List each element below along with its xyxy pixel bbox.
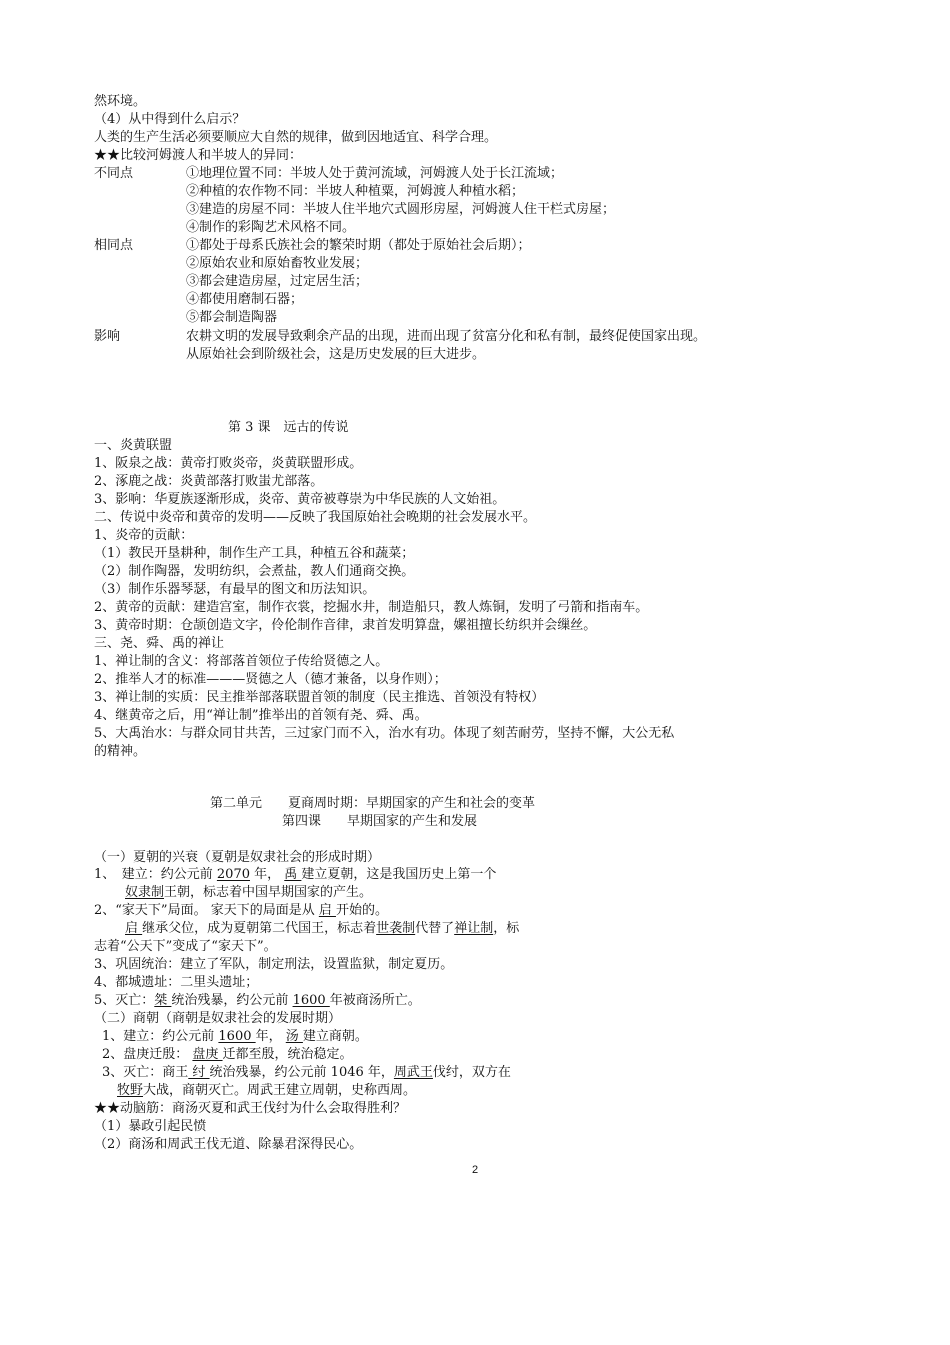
page-number: 2 [471, 1164, 479, 1176]
section-heading: （一）夏朝的兴衰（夏朝是奴隶社会的形成时期） [94, 850, 381, 865]
compare-same-item: ⑤都会制造陶器 [186, 310, 278, 325]
compare-same-item: ①都处于母系氏族社会的繁荣时期（都处于原始社会后期）； [186, 238, 531, 253]
fill-blank: 禹 [284, 867, 302, 882]
compare-diff-label: 不同点 [94, 166, 134, 181]
lesson-title: 第 3 课 远古的传说 [228, 420, 349, 435]
text-line: 3、巩固统治：建立了军队，制定刑法，设置监狱，制定夏历。 [94, 957, 454, 972]
text-line: 1、阪泉之战：黄帝打败炎帝，炎黄联盟形成。 [94, 456, 363, 471]
text-line: 1、 建立：约公元前 2070 年， 禹 建立夏朝，这是我国历史上第一个 [94, 867, 497, 882]
fill-blank: 世袭制 [376, 921, 416, 936]
compare-diff-item: ②种植的农作物不同：半坡人种植粟，河姆渡人种植水稻； [186, 184, 525, 199]
text-line: 2、涿鹿之战：炎黄部落打败蚩尤部落。 [94, 474, 324, 489]
section-heading: （二）商朝（商朝是奴隶社会的发展时期） [94, 1011, 342, 1026]
compare-same-item: ④都使用磨制石器； [186, 292, 304, 307]
fill-blank: 1600 [218, 1029, 256, 1044]
text-line: 2、“家天下”局面。 家天下的局面是从 启 开始的。 [94, 903, 388, 918]
unit-title: 第二单元 夏商周时期：早期国家的产生和社会的变革 [210, 796, 536, 811]
fill-blank: 纣 [188, 1065, 210, 1080]
text-line: 三、尧、舜、禹的禅让 [94, 636, 225, 651]
text-line: 奴隶制王朝，标志着中国早期国家的产生。 [125, 885, 373, 900]
text-line: 2、黄帝的贡献：建造宫室，制作衣裳，挖掘水井，制造船只，教人炼铜，发明了弓箭和指南车。 [94, 600, 649, 615]
fill-blank: 禅让制 [454, 921, 494, 936]
text-line: 5、大禹治水：与群众同甘共苦，三过家门而不入，治水有功。体现了刻苦耐劳，坚持不懈，大公无私 [94, 726, 675, 741]
text-line: 的精神。 [94, 744, 147, 759]
fill-blank: 牧野 [117, 1083, 144, 1098]
fill-blank: 汤 [285, 1029, 303, 1044]
text-line: 然环境。 [94, 94, 147, 109]
text-line: 1、炎帝的贡献： [94, 528, 194, 543]
text-line: （1）教民开垦耕种，制作生产工具，种植五谷和蔬菜； [94, 546, 415, 561]
text-line: （2）制作陶器，发明纺织，会煮盐，教人们通商交换。 [94, 564, 415, 579]
text-line: 人类的生产生活必须要顺应大自然的规律，做到因地适宜、科学合理。 [94, 130, 498, 145]
lesson-title: 第四课 早期国家的产生和发展 [282, 814, 478, 829]
text-line: 3、影响：华夏族逐渐形成，炎帝、黄帝被尊崇为中华民族的人文始祖。 [94, 492, 506, 507]
text-line: （4）从中得到什么启示？ [94, 112, 246, 127]
fill-blank: 奴隶制 [125, 885, 165, 900]
compare-same-label: 相同点 [94, 238, 134, 253]
fill-blank: 周武王 [393, 1065, 433, 1080]
text-line: 二、传说中炎帝和黄帝的发明——反映了我国原始社会晚期的社会发展水平。 [94, 510, 537, 525]
compare-diff-item: ①地理位置不同：半坡人处于黄河流域，河姆渡人处于长江流域； [186, 166, 564, 181]
fill-blank: 启 [125, 921, 143, 936]
text-line: （3）制作乐器琴瑟，有最早的图文和历法知识。 [94, 582, 376, 597]
compare-diff-item: ④制作的彩陶艺术风格不同。 [186, 220, 356, 235]
text-line: 志着“公天下”变成了“家天下”。 [94, 939, 277, 954]
text-line: 一、炎黄联盟 [94, 438, 173, 453]
section-heading: ★★比较河姆渡人和半坡人的异同： [94, 148, 303, 163]
compare-impact-item: 从原始社会到阶级社会，这是历史发展的巨大进步。 [186, 347, 486, 362]
text-line: 3、禅让制的实质：民主推举部落联盟首领的制度（民主推选、首领没有特权） [94, 690, 545, 705]
text-line: 3、灭亡：商王 纣 统治残暴，约公元前 1046 年，周武王伐纣，双方在 [102, 1065, 511, 1080]
text-line: （1）暴政引起民愤 [94, 1119, 207, 1134]
text-line: 1、禅让制的含义：将部落首领位子传给贤德之人。 [94, 654, 389, 669]
fill-blank: 盘庚 [192, 1047, 223, 1062]
text-line: 4、继黄帝之后，用“禅让制”推举出的首领有尧、舜、禹。 [94, 708, 428, 723]
compare-diff-item: ③建造的房屋不同：半坡人住半地穴式圆形房屋，河姆渡人住干栏式房屋； [186, 202, 616, 217]
fill-blank: 启 [318, 903, 336, 918]
text-line: （2）商汤和周武王伐无道、除暴君深得民心。 [94, 1137, 363, 1152]
compare-impact-item: 农耕文明的发展导致剩余产品的出现，进而出现了贫富分化和私有制，最终促使国家出现。 [186, 329, 707, 344]
text-line: 牧野大战，商朝灭亡。周武王建立周朝，史称西周。 [117, 1083, 417, 1098]
compare-impact-label: 影响 [94, 329, 121, 344]
fill-blank: 桀 [154, 993, 172, 1008]
fill-blank: 1600 [292, 993, 330, 1008]
fill-blank: 2070 [216, 867, 250, 882]
text-line: 5、灭亡：桀 统治残暴，约公元前 1600 年被商汤所亡。 [94, 993, 421, 1008]
compare-same-item: ③都会建造房屋，过定居生活； [186, 274, 369, 289]
text-line: 3、黄帝时期：仓颉创造文字，伶伦制作音律，隶首发明算盘，嫘祖擅长纺织并会缫丝。 [94, 618, 597, 633]
compare-same-item: ②原始农业和原始畜牧业发展； [186, 256, 369, 271]
text-line: 启 继承父位，成为夏朝第二代国王，标志着世袭制代替了禅让制，标 [125, 921, 520, 936]
text-line: 1、建立：约公元前 1600 年， 汤 建立商朝。 [102, 1029, 368, 1044]
text-line: 2、推举人才的标准———贤德之人（德才兼备，以身作则）； [94, 672, 447, 687]
section-heading: ★★动脑筋：商汤灭夏和武王伐纣为什么会取得胜利？ [94, 1101, 407, 1116]
text-line: 4、都城遗址：二里头遗址； [94, 975, 259, 990]
text-line: 2、盘庚迁殷： 盘庚 迁都至殷，统治稳定。 [102, 1047, 353, 1062]
